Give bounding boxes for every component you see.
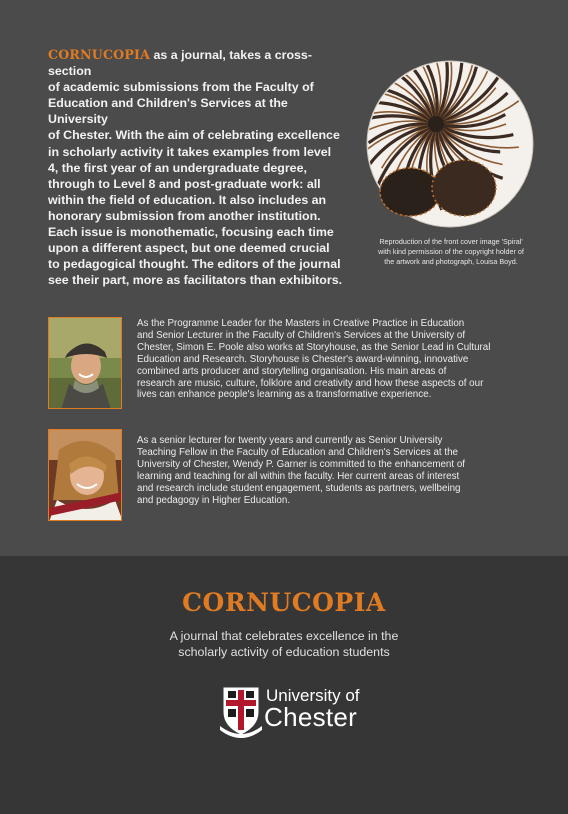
intro-text: as a journal, takes a cross-section of academic submissions from the Faculty of Education and Children's Services at the University of Chester. With the aim of celebrating excellence in scholarly activity it takes examples from level 4, the first year of an undergraduate degree, through to Level 8 and post-graduate work: all within the field of education. It also includes an honorary submission from another institution. Each issue is monothematic, focusing each time upon a different aspect, but one deemed crucial to pedagogical thought. The editors of the journal see their part, more as facilitators than exhibitors. — [48, 48, 343, 288]
footer-tagline: A journal that celebrates excellence in the scholarly activity of education students — [169, 629, 399, 659]
logo-text-university-of: University of — [266, 686, 360, 705]
crest-icon — [218, 686, 264, 738]
logo-text-chester: Chester — [264, 702, 358, 732]
avatar-wendy-garner — [48, 429, 122, 521]
cover-caption: Reproduction of the front cover image 'Spiral' with kind permission of the copyright holder of the artwork and photograph, Louisa Boyd. — [378, 237, 524, 267]
intro-brand: CORNUCOPIA — [48, 47, 151, 62]
cover-image-spiral — [366, 60, 534, 228]
avatar-simon-poole — [48, 317, 122, 409]
bio-wendy-garner: As a senior lecturer for twenty years and currently as Senior University Teaching Fellow in the Faculty of Education and Children's Services at the University of Chester, Wendy P. Garner is committed to the enhancement of learning and teaching for all within the faculty. Her current areas of interest and research include student engagement, students as partners, wellbeing and pedagogy in Higher Education. — [137, 435, 465, 506]
bio-simon-poole: As the Programme Leader for the Masters in Creative Practice in Education and Senior Lecturer in the Faculty of Children's Services at the University of Chester, Simon E. Poole also works at Storyhouse, as the Senior Lead in Cultural Education and Research. Storyhouse is Chester's award-winning, innovative combined arts producer and storytelling organisation. His main areas of research are music, culture, folklore and creativity and how these aspects of our lives can enhance people's learning as a transformative experience. — [137, 318, 491, 401]
university-of-chester-logo — [218, 686, 373, 738]
footer-journal-title: CORNUCOPIA — [182, 588, 386, 617]
intro-paragraph — [48, 47, 348, 288]
